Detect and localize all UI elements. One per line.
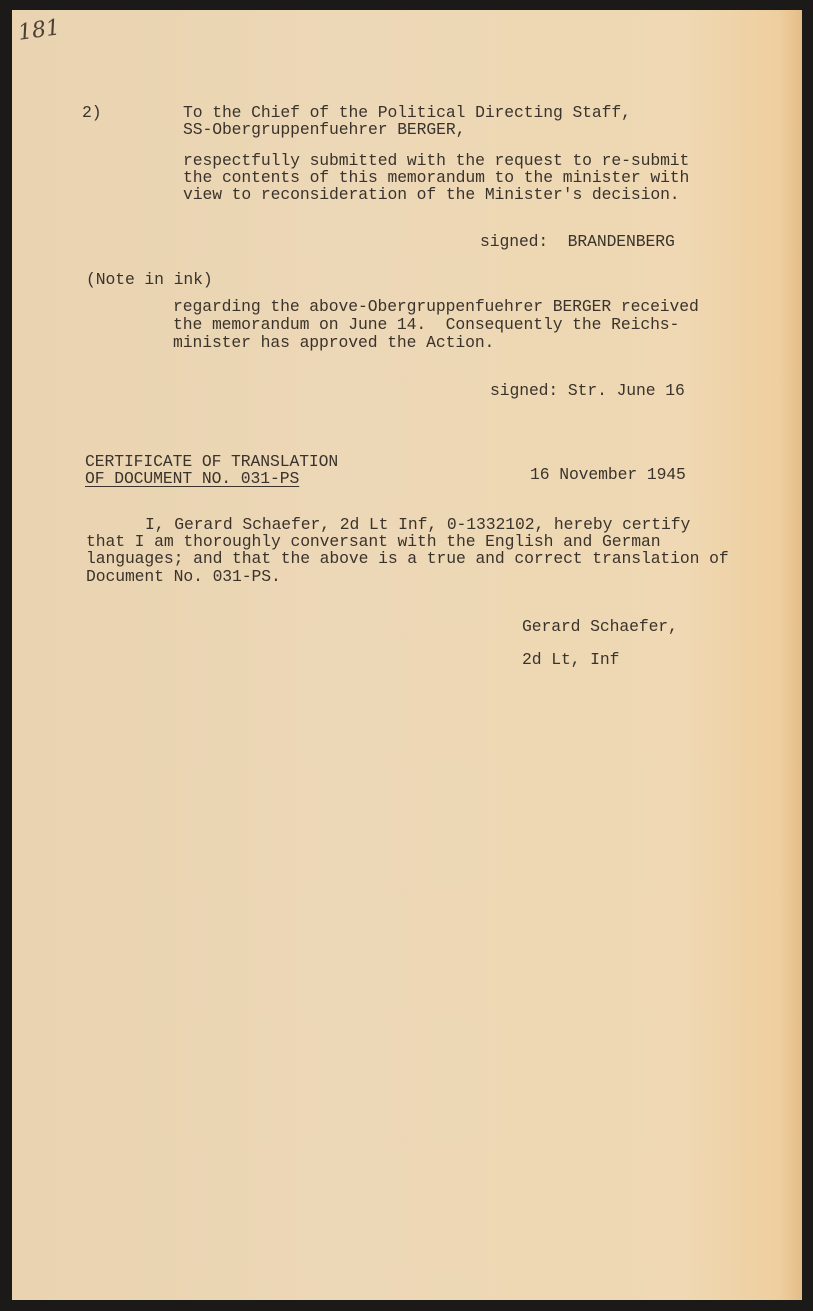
certificate-title: OF DOCUMENT NO. 031-PS (85, 469, 300, 488)
signature-str: signed: Str. June 16 (490, 381, 685, 400)
signature-rank: 2d Lt, Inf (522, 650, 620, 669)
certificate-line: Document No. 031-PS. (86, 567, 281, 586)
item-number: 2) (82, 103, 102, 122)
certificate-date: 16 November 1945 (530, 465, 686, 484)
note-line: the memorandum on June 14. Consequently the Reichs- (173, 315, 680, 334)
certificate-title: CERTIFICATE OF TRANSLATION (85, 452, 339, 471)
signature-name: Gerard Schaefer, (522, 617, 678, 636)
handwritten-page-number: 181 (16, 15, 62, 46)
request-line: respectfully submitted with the request to re-submit (183, 151, 690, 170)
note-line: regarding the above-Obergruppenfuehrer BERGER received (173, 297, 699, 316)
request-line: view to reconsideration of the Minister's decision. (183, 185, 680, 204)
address-line: SS-Obergruppenfuehrer BERGER, (183, 120, 466, 139)
signature-brandenberg: signed: BRANDENBERG (480, 232, 675, 251)
address-line: To the Chief of the Political Directing Staff, (183, 103, 631, 122)
note-label: (Note in ink) (86, 270, 213, 289)
certificate-line: languages; and that the above is a true and correct translation of (86, 549, 729, 568)
note-line: minister has approved the Action. (173, 333, 495, 352)
request-line: the contents of this memorandum to the minister with (183, 168, 690, 187)
certificate-line: that I am thoroughly conversant with the English and German (86, 532, 661, 551)
certificate-line: I, Gerard Schaefer, 2d Lt Inf, 0-1332102, hereby certify (145, 515, 691, 534)
